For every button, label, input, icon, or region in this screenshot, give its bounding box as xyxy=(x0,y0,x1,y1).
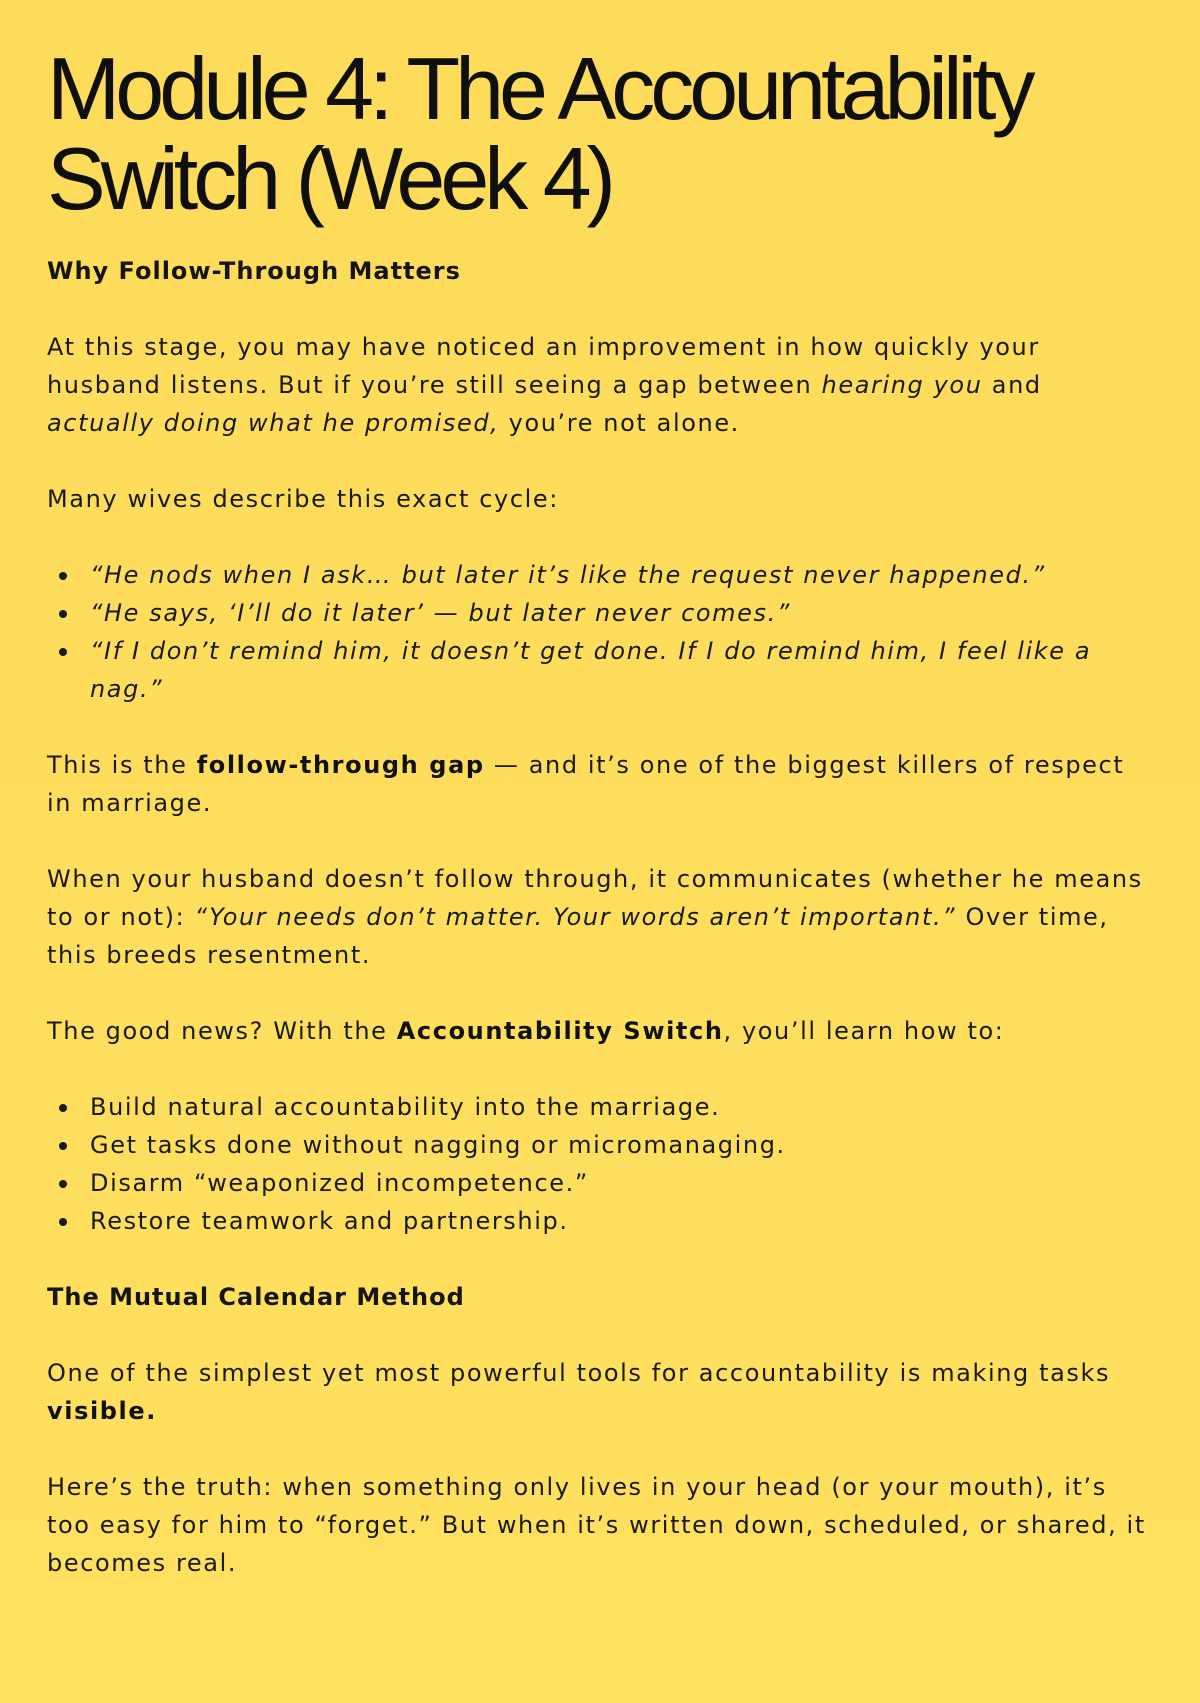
quote-item xyxy=(47,556,1157,594)
page-title: Module 4: The Accountability Switch (Week 4) xyxy=(47,39,1031,228)
benefit-text: Build natural accountability into the marriage. xyxy=(90,1093,721,1121)
benefit-item xyxy=(47,1126,1157,1164)
communicates-italic: “Your needs don’t matter. Your words aren’t important.” xyxy=(194,903,957,931)
bullet-icon xyxy=(59,648,67,656)
bullet-icon xyxy=(59,1180,67,1188)
quote-text: “If I don’t remind him, it doesn’t get done. If I do remind him, I feel like a nag.” xyxy=(90,637,1092,703)
section-heading-why: Why Follow-Through Matters xyxy=(47,257,461,285)
benefit-item xyxy=(47,1164,1157,1202)
section-heading-calendar: The Mutual Calendar Method xyxy=(47,1283,465,1311)
quote-item xyxy=(47,594,1157,632)
benefit-text: Disarm “weaponized incompetence.” xyxy=(90,1169,589,1197)
benefit-text: Get tasks done without nagging or micromanaging. xyxy=(90,1131,786,1159)
gap-paragraph xyxy=(47,746,1157,822)
tools-bold: visible. xyxy=(47,1397,157,1425)
intro-italic-hearing: hearing you xyxy=(821,371,983,399)
intro-paragraph xyxy=(47,328,1157,442)
quote-text: “He nods when I ask… but later it’s like the request never happened.” xyxy=(90,561,1046,589)
quote-list xyxy=(47,556,1157,708)
quote-text: “He says, ‘I’ll do it later’ — but later never comes.” xyxy=(90,599,791,627)
communicates-text: When your husband doesn’t follow through, it communicates (whether he means to or not): xyxy=(47,865,1143,931)
bullet-icon xyxy=(59,1104,67,1112)
benefit-list xyxy=(47,1088,1157,1240)
bullet-icon xyxy=(59,572,67,580)
intro-text-and: and xyxy=(982,371,1042,399)
document-body xyxy=(47,39,1157,1582)
intro-italic-doing: actually doing what he promised, xyxy=(47,409,500,437)
benefit-text: Restore teamwork and partnership. xyxy=(90,1207,569,1235)
tools-paragraph xyxy=(47,1354,1157,1430)
intro-text-end: you’re not alone. xyxy=(499,409,740,437)
tools-text: One of the simplest yet most powerful tools for accountability is making tasks xyxy=(47,1359,1111,1387)
gap-text-end: — and it’s one of the biggest killers of respect in marriage. xyxy=(47,751,1125,817)
good-news-paragraph xyxy=(47,1012,1157,1050)
communicates-text-end: Over time, this breeds resentment. xyxy=(47,903,1109,969)
intro-text: At this stage, you may have noticed an improvement in how quickly your husband listens. But if you’re still seeing a gap between xyxy=(47,333,1040,399)
bullet-icon xyxy=(59,610,67,618)
good-news-text: The good news? With the xyxy=(47,1017,397,1045)
quote-item xyxy=(47,632,1157,708)
communicates-paragraph xyxy=(47,860,1157,974)
cycle-paragraph: Many wives describe this exact cycle: xyxy=(47,485,559,513)
good-news-text-end: , you’ll learn how to: xyxy=(723,1017,1005,1045)
benefit-item xyxy=(47,1088,1157,1126)
truth-paragraph: Here’s the truth: when something only lives in your head (or your mouth), it’s too easy for him to “forget.” But when it’s written down, scheduled, or shared, it becomes real. xyxy=(47,1473,1146,1577)
bullet-icon xyxy=(59,1142,67,1150)
bullet-icon xyxy=(59,1218,67,1226)
benefit-item xyxy=(47,1202,1157,1240)
good-news-bold: Accountability Switch xyxy=(396,1017,724,1045)
gap-bold: follow-through gap xyxy=(196,751,485,779)
gap-text: This is the xyxy=(47,751,197,779)
